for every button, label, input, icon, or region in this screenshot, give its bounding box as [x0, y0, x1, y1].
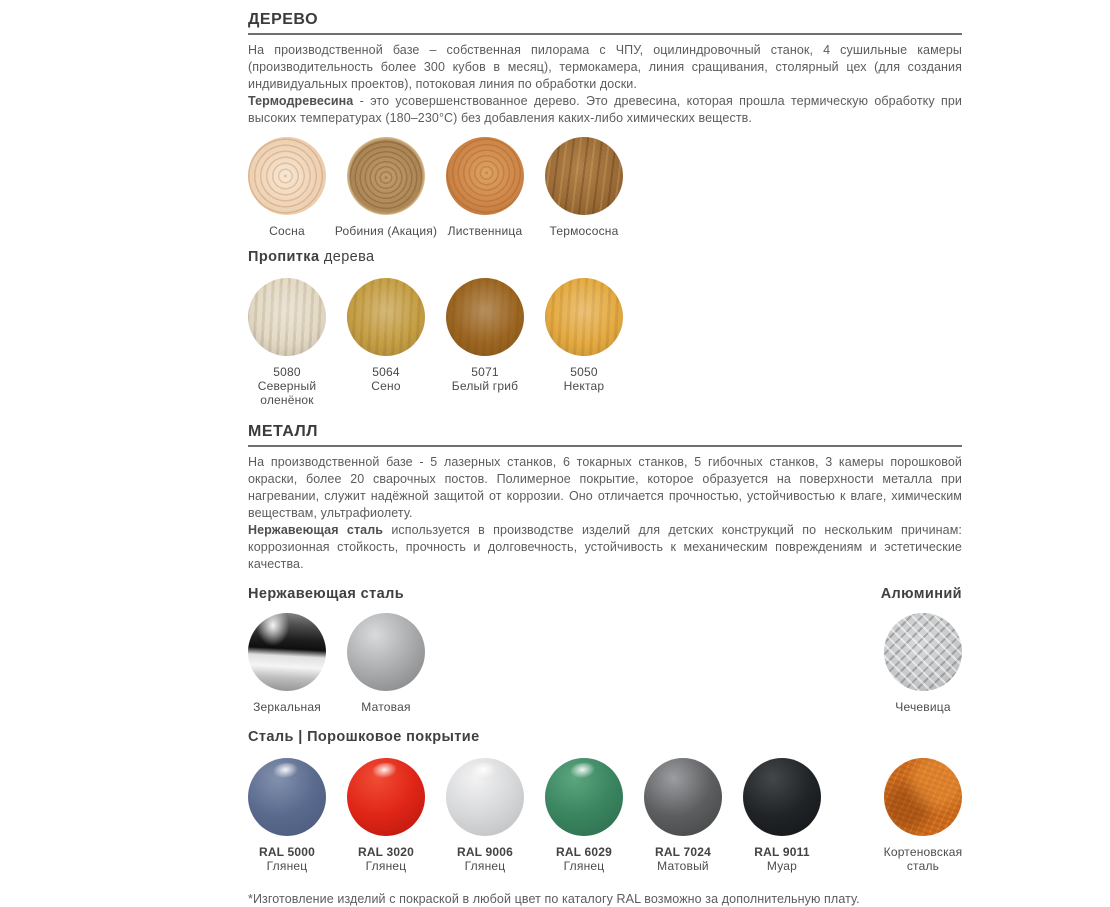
thermopine-wood-sample	[545, 137, 623, 215]
swatch-label	[452, 365, 518, 393]
metal-section-title: МЕТАЛЛ	[248, 423, 318, 440]
wood-intro-text: На производственной базе – собственная пилорама с ЧПУ, оцилиндровочный станок, 4 сушильные камеры (производительность более 300 кубов в месяц), термокамера, линия сращивания, столярный цех (для создания индивидуальных проектов), потоковая линия по обработки доски.	[248, 43, 962, 91]
stainless-swatch-mirror	[248, 613, 326, 714]
diamond-plate-sample	[884, 613, 962, 691]
swatch-label: Робиния (Акация)	[334, 224, 438, 238]
impregnation-swatch-5071	[446, 278, 524, 393]
impregnation-color-sample	[545, 278, 623, 356]
metal-intro-paragraph	[248, 454, 962, 522]
impregnation-code: 5050	[570, 365, 598, 379]
ral-finish: Муар	[766, 859, 798, 873]
thermowood-term: Термодревесина	[248, 94, 354, 108]
corten-name: Кортеновская сталь	[883, 845, 963, 873]
ral-finish: Глянец	[464, 859, 506, 873]
impregnation-name: Нектар	[563, 379, 605, 393]
thermowood-paragraph	[248, 93, 962, 127]
swatch-label: Зеркальная	[253, 700, 321, 714]
impregnation-swatch-5080	[248, 278, 326, 407]
matte-steel-sample	[347, 613, 425, 691]
swatch-label	[564, 365, 605, 393]
impregnation-swatch-5050	[545, 278, 623, 393]
impregnation-code: 5064	[372, 365, 400, 379]
stainless-term: Нержавеющая сталь	[248, 523, 384, 537]
swatch-label	[371, 365, 400, 393]
swatch-label	[556, 845, 612, 873]
impregnation-row	[248, 278, 962, 407]
swatch-label	[457, 845, 513, 873]
ral-code: RAL 7024	[654, 845, 712, 859]
ral5000-sample	[248, 758, 326, 836]
swatch-label	[358, 845, 414, 873]
pine-wood-sample	[248, 137, 326, 215]
impregnation-code: 5071	[471, 365, 499, 379]
ral-finish: Матовый	[657, 859, 709, 873]
swatch-label	[248, 365, 326, 407]
impregnation-subheading-bold: Пропитка	[248, 249, 320, 265]
swatch-label: Термососна	[549, 224, 619, 238]
corten-steel-sample	[884, 758, 962, 836]
ral-finish: Глянец	[563, 859, 605, 873]
ral9006-sample	[446, 758, 524, 836]
corten-swatch	[884, 758, 962, 873]
aluminum-swatch	[884, 613, 962, 714]
swatch-label: Матовая	[361, 700, 411, 714]
ral-code: RAL 6029	[555, 845, 613, 859]
impregnation-code: 5080	[273, 365, 301, 379]
stainless-swatch-matte	[347, 613, 425, 714]
stainless-subheading: Нержавеющая сталь	[248, 586, 405, 602]
ral-finish: Глянец	[266, 859, 308, 873]
ral-code: RAL 5000	[258, 845, 316, 859]
wood-swatch-pine	[248, 137, 326, 238]
impregnation-name: Белый гриб	[451, 379, 519, 393]
ral-footnote: *Изготовление изделий с покраской в любой цвет по каталогу RAL возможно за дополнительную плату.	[248, 892, 860, 906]
swatch-label	[655, 845, 711, 873]
stainless-paragraph	[248, 522, 962, 573]
impregnation-name: Сено	[371, 379, 401, 393]
powder-swatch-ral9006	[446, 758, 524, 873]
swatch-label: Лиственница	[447, 224, 523, 238]
ral-code: RAL 3020	[357, 845, 415, 859]
thermowood-text: - это усовершенствованное дерево. Это древесина, которая прошла термическую обработку при высоких температурах (180–230°С) без добавления каких-либо химических веществ.	[248, 94, 962, 125]
larch-wood-sample	[446, 137, 524, 215]
wood-swatch-thermopine	[545, 137, 623, 238]
powder-swatch-ral9011	[743, 758, 821, 873]
powder-swatch-ral6029	[545, 758, 623, 873]
swatch-label	[259, 845, 315, 873]
impregnation-subheading	[248, 249, 962, 266]
impregnation-subheading-light: дерева	[319, 249, 375, 265]
swatch-label: Чечевица	[895, 700, 951, 714]
powder-swatch-ral7024	[644, 758, 722, 873]
wood-swatch-robinia	[334, 137, 438, 238]
metal-subheading-row	[248, 586, 962, 603]
impregnation-swatch-5064	[347, 278, 425, 393]
ral7024-sample	[644, 758, 722, 836]
wood-section-title: ДЕРЕВО	[248, 11, 319, 28]
impregnation-color-sample	[446, 278, 524, 356]
mirror-steel-sample	[248, 613, 326, 691]
powder-swatch-ral3020	[347, 758, 425, 873]
ral-code: RAL 9006	[456, 845, 514, 859]
impregnation-color-sample	[248, 278, 326, 356]
powder-row	[248, 758, 962, 873]
ral-code: RAL 9011	[754, 845, 810, 859]
section-divider	[248, 33, 962, 35]
stainless-row	[248, 613, 962, 714]
powder-subheading: Сталь | Порошковое покрытие	[248, 729, 480, 745]
ral-finish: Глянец	[365, 859, 407, 873]
swatch-label: Сосна	[269, 224, 305, 238]
wood-swatch-larch	[446, 137, 524, 238]
ral6029-sample	[545, 758, 623, 836]
robinia-wood-sample	[347, 137, 425, 215]
powder-swatch-ral5000	[248, 758, 326, 873]
swatch-label	[754, 845, 809, 873]
ral9011-sample	[743, 758, 821, 836]
wood-species-row	[248, 137, 962, 238]
section-divider	[248, 445, 962, 447]
ral3020-sample	[347, 758, 425, 836]
wood-intro-paragraph	[248, 42, 962, 93]
catalog-page	[248, 0, 962, 907]
swatch-label	[884, 845, 963, 873]
impregnation-name: Северный оленёнок	[257, 379, 317, 407]
aluminum-subheading: Алюминий	[880, 586, 962, 602]
metal-intro-text: На производственной базе - 5 лазерных станков, 6 токарных станков, 5 гибочных станков, 3 камеры порошковой окраски, более 20 сварочных постов. Полимерное покрытие, которое образуется на поверхности металла при нагревании, служит надёжной защитой от коррозии. Оно отличается прочностью, устойчивостью к влаге, химическим веществам, ультрафиолету.	[248, 455, 962, 520]
stainless-text: используется в производстве изделий для детских конструкций по нескольким причинам: коррозионная стойкость, прочность и долговечность, устойчивость к механическим повреждениям и эстетические качества.	[248, 523, 962, 571]
impregnation-color-sample	[347, 278, 425, 356]
